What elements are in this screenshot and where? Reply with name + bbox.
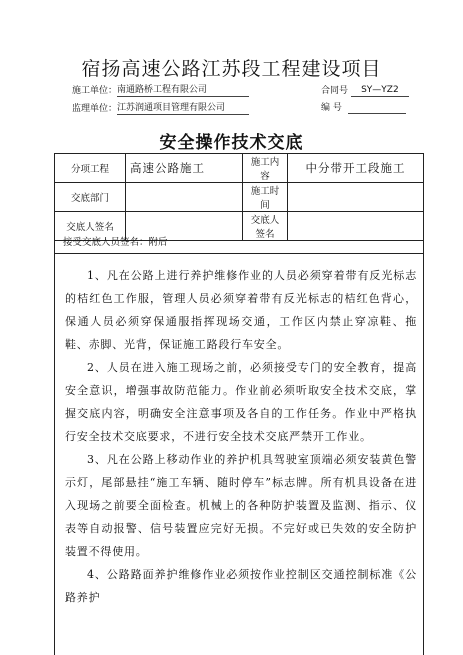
- contract-row: [321, 84, 409, 97]
- paragraph: 4、公路路面养护维修作业必须按作业控制区交通控制标准《公路养护: [65, 568, 417, 604]
- paragraph: 2、人员在进入施工现场之前，必须接受专门的安全教育，提高安全意识，增强事故防范能力。作业前必须听取安全技术交底，掌握交底内容，明确安全注意事项及各自的工作任务。作业中严格执行安全技术交底要求，不进行安全技术交底严禁开工作业。: [65, 361, 417, 443]
- number-row: [321, 102, 406, 114]
- paragraph: 1、凡在公路上进行养护维修作业的人员必须穿着带有反光标志的桔红色工作服，管理人员必须穿着带有反光标志的桔红色背心，保通人员必须穿保通服指挥现场交通，工作区内禁止穿凉鞋、拖鞋、赤脚、光背，保证施工路段行车安全。: [65, 269, 417, 351]
- table-row: [55, 154, 424, 183]
- dept-value-cell: [126, 183, 243, 212]
- contractor-row: [72, 84, 249, 97]
- time-value-cell: [288, 183, 424, 212]
- dept-label-cell: 交底部门: [55, 183, 126, 212]
- content-value-cell: 中分带开工段施工: [288, 154, 424, 183]
- contract-label: 合同号: [321, 86, 349, 96]
- contract-value: SY—YZ2: [351, 84, 409, 97]
- number-label: 编 号: [321, 103, 342, 113]
- time-label-cell: 施工时间: [243, 183, 288, 212]
- receiver-label-cell: 交底人签名: [243, 212, 288, 241]
- content-label-cell: 施工内容: [243, 154, 288, 183]
- supervisor-label: 监理单位：: [72, 104, 118, 114]
- project-label-cell: 分项工程: [55, 154, 126, 183]
- number-value: [348, 113, 406, 114]
- body-text: [65, 264, 417, 609]
- receiver-sign-line: 接受交底人员签名：附后: [55, 231, 423, 254]
- header-table: [54, 153, 424, 241]
- paragraph: 3、凡在公路上移动作业的养护机具驾驶室顶端必须安装黄色警示灯，尾部悬挂“施工车辆、随时停车”标志牌。所有机具设备在进入现场之前要全面检查。机械上的各种防护装置及监测、指示、仪表等自动报警、信号装置应完好无损。不完好或已失效的安全防护装置不得使用。: [65, 453, 417, 558]
- project-value-cell: 高速公路施工: [126, 154, 243, 183]
- contractor-label: 施工单位：: [72, 86, 118, 96]
- signer-label-cell: 交底人签名: [55, 212, 126, 241]
- supervisor-value: 江苏润通项目管理有限公司: [117, 102, 249, 115]
- content-box: [54, 231, 424, 655]
- supervisor-row: [72, 102, 249, 115]
- table-row: [55, 183, 424, 212]
- document-subtitle: 安全操作技术交底: [159, 133, 304, 153]
- contractor-value: 南通路桥工程有限公司: [117, 84, 249, 97]
- project-title: 宿扬高速公路江苏段工程建设项目: [81, 58, 382, 80]
